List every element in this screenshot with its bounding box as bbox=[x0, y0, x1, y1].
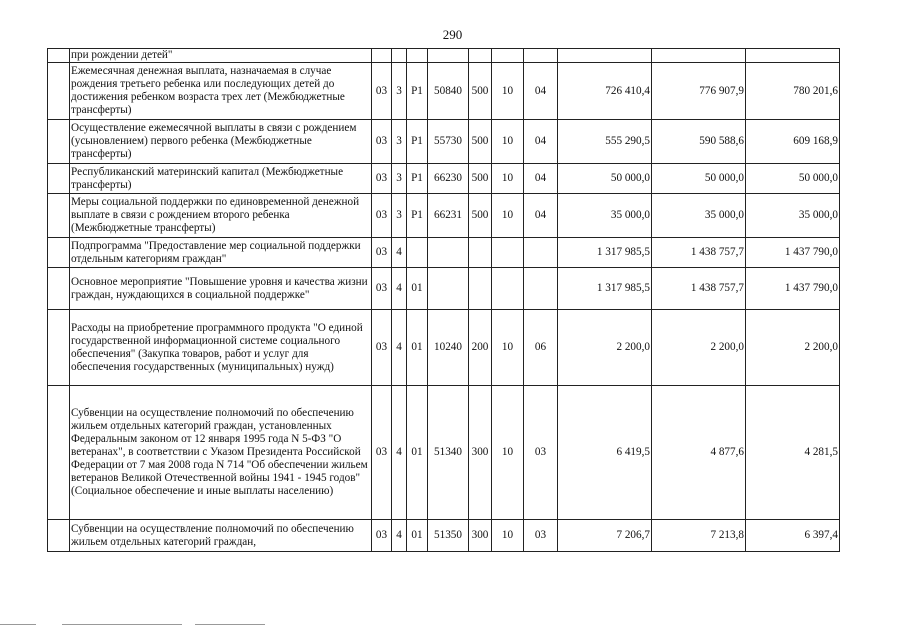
expense-type-code bbox=[469, 49, 492, 63]
amount-year-1: 726 410,4 bbox=[558, 63, 652, 120]
amount-year-1: 2 200,0 bbox=[558, 310, 652, 386]
row-name: Осуществление ежемесячной выплаты в связи с рождением (усыновлением) первого ребенка (Межбюджетные трансферты) bbox=[70, 120, 372, 164]
table-row bbox=[48, 386, 840, 520]
row-name: Субвенции на осуществление полномочий по обеспечению жильем отдельных категорий граждан, bbox=[70, 520, 372, 552]
row-marker-cell bbox=[48, 194, 70, 238]
amount-year-2: 35 000,0 bbox=[652, 194, 746, 238]
podrazdel-code: 4 bbox=[392, 238, 407, 268]
table-row bbox=[48, 49, 840, 63]
razdel-code: 03 bbox=[372, 386, 392, 520]
podrazdel-code bbox=[392, 49, 407, 63]
row-name: Расходы на приобретение программного продукта "О единой государственной информационной системе социального обеспечения" (Закупка товаров, работ и услуг для обеспечения государственных (муниципальных) нужд) bbox=[70, 310, 372, 386]
table-row bbox=[48, 520, 840, 552]
direction-code: 10240 bbox=[428, 310, 469, 386]
direction-code: 51340 bbox=[428, 386, 469, 520]
amount-year-1: 1 317 985,5 bbox=[558, 238, 652, 268]
section-code: 10 bbox=[492, 63, 524, 120]
row-marker-cell bbox=[48, 164, 70, 194]
razdel-code: 03 bbox=[372, 63, 392, 120]
table-row bbox=[48, 164, 840, 194]
amount-year-3: 4 281,5 bbox=[746, 386, 840, 520]
amount-year-2: 1 438 757,7 bbox=[652, 268, 746, 310]
row-name: Республиканский материнский капитал (Межбюджетные трансферты) bbox=[70, 164, 372, 194]
expense-type-code: 500 bbox=[469, 120, 492, 164]
amount-year-1: 35 000,0 bbox=[558, 194, 652, 238]
section-code: 10 bbox=[492, 310, 524, 386]
podrazdel-code: 4 bbox=[392, 268, 407, 310]
program-code bbox=[407, 238, 428, 268]
amount-year-3: 6 397,4 bbox=[746, 520, 840, 552]
razdel-code bbox=[372, 49, 392, 63]
scan-mark bbox=[62, 624, 182, 625]
table-row bbox=[48, 268, 840, 310]
row-marker-cell bbox=[48, 63, 70, 120]
page-number: 290 bbox=[442, 27, 463, 42]
razdel-code: 03 bbox=[372, 238, 392, 268]
row-name: при рождении детей" bbox=[70, 49, 372, 63]
amount-year-3: 780 201,6 bbox=[746, 63, 840, 120]
expense-type-code bbox=[469, 238, 492, 268]
amount-year-2: 776 907,9 bbox=[652, 63, 746, 120]
amount-year-3: 35 000,0 bbox=[746, 194, 840, 238]
expense-type-code: 300 bbox=[469, 520, 492, 552]
direction-code: 55730 bbox=[428, 120, 469, 164]
table-row bbox=[48, 310, 840, 386]
program-code: 01 bbox=[407, 386, 428, 520]
program-code: 01 bbox=[407, 310, 428, 386]
amount-year-1: 50 000,0 bbox=[558, 164, 652, 194]
row-marker-cell bbox=[48, 120, 70, 164]
amount-year-2: 2 200,0 bbox=[652, 310, 746, 386]
podrazdel-code: 4 bbox=[392, 520, 407, 552]
row-name: Субвенции на осуществление полномочий по обеспечению жильем отдельных категорий граждан, установленных Федеральным законом от 12 января 1995 года N 5-ФЗ "О ветеранах", в соответствии с Указом Президента Российской Федерации от 7 мая 2008 года N 714 "Об обеспечении жильем ветеранов Великой Отечественной войны 1941 - 1945 годов" (Социальное обеспечение и иные выплаты населению) bbox=[70, 386, 372, 520]
program-code: P1 bbox=[407, 63, 428, 120]
section-code bbox=[492, 238, 524, 268]
razdel-code: 03 bbox=[372, 120, 392, 164]
amount-year-1 bbox=[558, 49, 652, 63]
subsection-code: 04 bbox=[524, 63, 558, 120]
subsection-code bbox=[524, 238, 558, 268]
podrazdel-code: 3 bbox=[392, 120, 407, 164]
subsection-code bbox=[524, 268, 558, 310]
direction-code: 66231 bbox=[428, 194, 469, 238]
expense-type-code: 500 bbox=[469, 164, 492, 194]
scan-mark bbox=[0, 624, 36, 625]
table-row bbox=[48, 63, 840, 120]
scan-mark bbox=[195, 624, 265, 625]
subsection-code: 04 bbox=[524, 120, 558, 164]
amount-year-1: 7 206,7 bbox=[558, 520, 652, 552]
amount-year-2: 50 000,0 bbox=[652, 164, 746, 194]
amount-year-2: 4 877,6 bbox=[652, 386, 746, 520]
section-code: 10 bbox=[492, 520, 524, 552]
row-marker-cell bbox=[48, 520, 70, 552]
row-marker-cell bbox=[48, 268, 70, 310]
amount-year-3: 2 200,0 bbox=[746, 310, 840, 386]
section-code bbox=[492, 268, 524, 310]
subsection-code: 03 bbox=[524, 386, 558, 520]
expense-type-code: 300 bbox=[469, 386, 492, 520]
subsection-code: 06 bbox=[524, 310, 558, 386]
podrazdel-code: 4 bbox=[392, 386, 407, 520]
subsection-code: 04 bbox=[524, 194, 558, 238]
razdel-code: 03 bbox=[372, 520, 392, 552]
razdel-code: 03 bbox=[372, 164, 392, 194]
subsection-code bbox=[524, 49, 558, 63]
expense-type-code: 200 bbox=[469, 310, 492, 386]
row-marker-cell bbox=[48, 238, 70, 268]
row-name: Подпрограмма "Предоставление мер социальной поддержки отдельным категориям граждан" bbox=[70, 238, 372, 268]
expense-type-code: 500 bbox=[469, 63, 492, 120]
row-name: Основное мероприятие "Повышение уровня и качества жизни граждан, нуждающихся в социальной поддержке" bbox=[70, 268, 372, 310]
program-code bbox=[407, 49, 428, 63]
direction-code: 66230 bbox=[428, 164, 469, 194]
direction-code bbox=[428, 49, 469, 63]
budget-table bbox=[47, 48, 840, 552]
row-name: Меры социальной поддержки по единовременной денежной выплате в связи с рождением второго ребенка (Межбюджетные трансферты) bbox=[70, 194, 372, 238]
podrazdel-code: 3 bbox=[392, 63, 407, 120]
direction-code bbox=[428, 238, 469, 268]
amount-year-1: 555 290,5 bbox=[558, 120, 652, 164]
amount-year-3: 50 000,0 bbox=[746, 164, 840, 194]
subsection-code: 03 bbox=[524, 520, 558, 552]
razdel-code: 03 bbox=[372, 268, 392, 310]
amount-year-2: 1 438 757,7 bbox=[652, 238, 746, 268]
section-code bbox=[492, 49, 524, 63]
row-marker-cell bbox=[48, 310, 70, 386]
amount-year-2 bbox=[652, 49, 746, 63]
amount-year-2: 7 213,8 bbox=[652, 520, 746, 552]
razdel-code: 03 bbox=[372, 194, 392, 238]
program-code: P1 bbox=[407, 164, 428, 194]
table-row bbox=[48, 238, 840, 268]
direction-code: 50840 bbox=[428, 63, 469, 120]
table-row bbox=[48, 120, 840, 164]
program-code: P1 bbox=[407, 120, 428, 164]
podrazdel-code: 3 bbox=[392, 164, 407, 194]
amount-year-3: 1 437 790,0 bbox=[746, 268, 840, 310]
section-code: 10 bbox=[492, 386, 524, 520]
row-name: Ежемесячная денежная выплата, назначаемая в случае рождения третьего ребенка или последующих детей до достижения ребенком возраста трех лет (Межбюджетные трансферты) bbox=[70, 63, 372, 120]
row-marker-cell bbox=[48, 49, 70, 63]
amount-year-3 bbox=[746, 49, 840, 63]
amount-year-3: 609 168,9 bbox=[746, 120, 840, 164]
amount-year-2: 590 588,6 bbox=[652, 120, 746, 164]
expense-type-code bbox=[469, 268, 492, 310]
direction-code: 51350 bbox=[428, 520, 469, 552]
amount-year-3: 1 437 790,0 bbox=[746, 238, 840, 268]
expense-type-code: 500 bbox=[469, 194, 492, 238]
razdel-code: 03 bbox=[372, 310, 392, 386]
subsection-code: 04 bbox=[524, 164, 558, 194]
table-row bbox=[48, 194, 840, 238]
podrazdel-code: 4 bbox=[392, 310, 407, 386]
program-code: 01 bbox=[407, 520, 428, 552]
amount-year-1: 6 419,5 bbox=[558, 386, 652, 520]
amount-year-1: 1 317 985,5 bbox=[558, 268, 652, 310]
program-code: P1 bbox=[407, 194, 428, 238]
row-marker-cell bbox=[48, 386, 70, 520]
direction-code bbox=[428, 268, 469, 310]
section-code: 10 bbox=[492, 164, 524, 194]
program-code: 01 bbox=[407, 268, 428, 310]
podrazdel-code: 3 bbox=[392, 194, 407, 238]
section-code: 10 bbox=[492, 194, 524, 238]
section-code: 10 bbox=[492, 120, 524, 164]
